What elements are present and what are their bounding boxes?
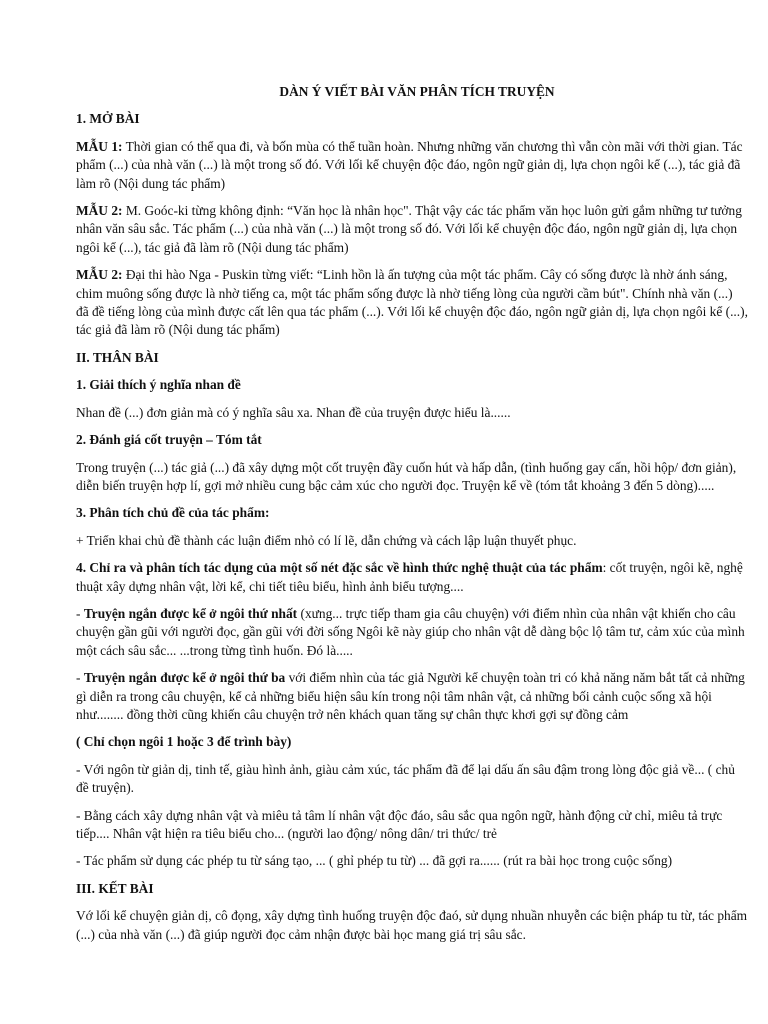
mo-bai-sample-2 (76, 202, 748, 257)
art-features-heading: 4. Chỉ ra và phân tích tác dụng của một số nét đặc sắc về hình thức nghệ thuật của tác phẩm (76, 560, 603, 576)
paragraph-title-meaning: Nhan đề (...) đơn giản mà có ý nghĩa sâu xa. Nhan đề của truyện được hiểu là...... (76, 404, 511, 420)
paragraph-rhetoric: - Tác phẩm sử dụng các phép tu từ sáng tạo, ... ( ghỉ phép tu từ) ... đã gợi ra...... (rút ra bài học trong cuộc sống) (76, 853, 673, 869)
first-person-label: Truyện ngắn được kể ở ngôi thứ nhất (83, 605, 298, 621)
section-heading-mo-bai: 1. MỞ BÀI (76, 111, 140, 127)
art-features-text: : cốt truyện, ngôi kẽ, nghệ thuật xây dựng nhân vật, lời kể, chi tiết tiêu biểu, hình ảnh biểu tượng.... (76, 560, 743, 594)
paragraph-ket-bai: Vớ lối kể chuyện giản dị, cô đọng, xây dựng tình huống truyện độc đaó, sử dụng nhuần nhuyễn các biện pháp tu từ, tác phẩm (...) của nhà văn (...) đã giúp người đọc cảm nhận được bài học mang giá trị sâu sắc. (76, 908, 748, 942)
document-title: DÀN Ý VIẾT BÀI VĂN PHÂN TÍCH TRUYỆN (279, 84, 555, 99)
paragraph-theme: + Triển khai chủ đề thành các luận điểm nhỏ có lí lẽ, dẫn chứng và cách lập luận thuyết phục. (76, 532, 577, 548)
paragraph-plot: Trong truyện (...) tác giả (...) đã xây dựng một cốt truyện đầy cuốn hút và hấp dẫn, (tình huống gay cấn, hồi hộp/ đơn giản), diễn biến truyện hợp lí, gợi mở nhiều cung bậc cảm xúc cho người đọc. Truyện kể về (tóm tắt khoảng 3 đến 5 dòng)..... (76, 459, 737, 493)
subheading-theme: 3. Phân tích chủ đề của tác phẩm: (76, 505, 270, 521)
sample-1-text: Thời gian có thể qua đi, và bốn mùa có thể tuần hoàn. Nhưng những văn chương thì vẫn còn mãi với thời gian. Tác phẩm (...) của nhà văn (...) là một trong số đó. Với lối kể chuyện độc đáo, ngôn ngữ giản dị, lựa chọn ngôi kể (...), tác giả đã làm rõ (Nội dung tác phẩm) (76, 138, 743, 191)
section-heading-ket-bai: III. KẾT BÀI (76, 880, 154, 896)
first-person-prefix: - (76, 605, 84, 621)
section-heading-than-bai: II. THÂN BÀI (76, 349, 159, 365)
sample-2-label: MẪU 2: (76, 203, 123, 219)
first-person-text: (xưng... trực tiếp tham gia câu chuyện) với điểm nhìn của nhân vật khiến cho câu chuyện gần gũi với người đọc, gần gũi với đời sống Ngôi kẽ này giúp cho nhân vật dễ dàng bộc lộ tâm tư, cảm xúc của mình một cách sâu sắc... ...trong từng tình huốn. Đó là..... (76, 605, 745, 658)
third-person-prefix: - (76, 670, 84, 686)
sample-3-text: Đại thi hào Nga - Puskin từng viết: “Linh hồn là ấn tượng của một tác phẩm. Cây có sống được là nhờ ánh sáng, chim muông sống được là nhờ tiếng ca, một tác phẩm sống được là nhờ tiếng lòng của người cầm bút". Chính nhà văn (...) đã đề tiếng lòng của mình được cất lên qua tác phẩm (...). Với lối kể chuyện độc đáo, ngôn ngữ giản dị, lựa chọn ngôi kể (...), tác giả đã làm rõ (Nội dung tác phẩm) (76, 267, 748, 338)
sample-3-label: MẪU 2: (76, 267, 123, 283)
paragraph-first-person (76, 605, 748, 660)
note-choose-narrator: ( Chỉ chọn ngôi 1 hoặc 3 để trình bày) (76, 734, 292, 750)
paragraph-language: - Với ngôn từ giản dị, tinh tế, giàu hình ảnh, giàu cảm xúc, tác phẩm đã để lại dấu ấn sâu đậm trong lòng độc giả về... ( chủ đề truyện). (76, 761, 735, 796)
paragraph-third-person (76, 669, 748, 724)
mo-bai-sample-3 (76, 266, 748, 340)
third-person-label: Truyện ngắn được kể ở ngôi thứ ba (83, 670, 286, 686)
sample-1-label: MẪU 1: (76, 138, 123, 154)
subheading-title-meaning: 1. Giải thích ý nghĩa nhan đề (76, 377, 241, 393)
subheading-plot: 2. Đánh giá cốt truyện – Tóm tắt (76, 432, 262, 448)
third-person-text: với điểm nhìn của tác giả Người kể chuyện toàn tri có khả năng năm bắt tất cả những gì diễn ra trong câu chuyện, kể cả những biểu hiện sâu kín trong nội tâm nhân vật, cả những bối cảnh cuộc sống xã hội như........ đồng thời cũng khiến câu chuyện trở nên khách quan tăng sự chân thực khơi gợi sự đồng cảm (76, 670, 745, 722)
mo-bai-sample-1 (76, 138, 748, 193)
paragraph-character: - Bằng cách xây dựng nhân vật và miêu tả tâm lí nhân vật độc đáo, sâu sắc qua ngôn ngữ, hành động cử chỉ, miêu tả trực tiếp.... Nhân vật hiện ra tiêu biểu cho... (người lao động/ nông dân/ tri thức/ trẻ (76, 807, 723, 841)
paragraph-art-features (76, 559, 748, 596)
sample-2-text: M. Goóc-ki từng không định: “Văn học là nhân học". Thật vậy các tác phẩm văn học luôn gửi gắm những tư tưởng nhân văn sâu sắc. Tác phẩm (...) của nhà văn (...) là một trong số đó. Với lối kể chuyện độc đáo, ngôn ngữ giản dị, lựa chọn ngôi kể (...), tác giả đã làm rõ (Nội dung tác phẩm) (76, 203, 742, 255)
